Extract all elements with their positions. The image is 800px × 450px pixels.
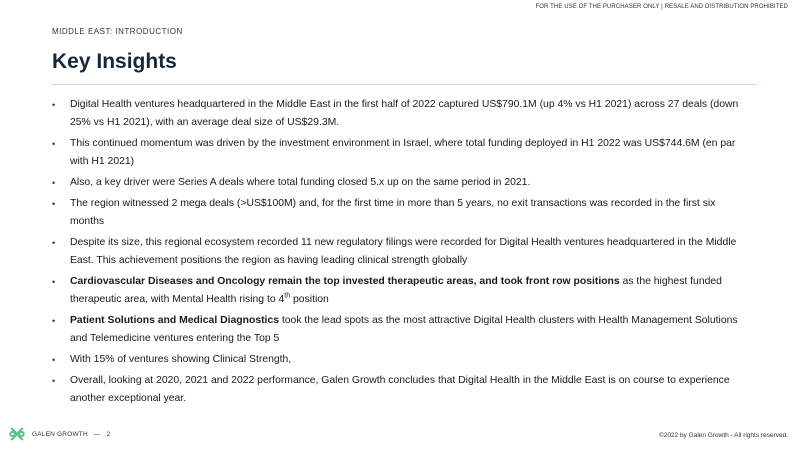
footer-separator: — [93,430,101,438]
superscript: th [284,292,291,300]
list-item [52,96,752,132]
list-item [52,273,752,309]
bullet-text: With 15% of ventures showing Clinical Strength, [70,354,292,365]
section-label: MIDDLE EAST: INTRODUCTION [52,27,183,36]
bullet-text: position [290,294,329,305]
insights-list [52,96,752,411]
list-item [52,135,752,171]
footer-brand-block [8,425,110,443]
page-number: 2 [106,430,111,438]
bullet-text: took the lead spots as the most attractive Digital Health clusters with Health Management Solutions and Telemedicine ventures entering the Top 5 [70,315,738,344]
list-item [52,372,752,408]
list-item [52,234,752,270]
list-item [52,195,752,231]
list-item [52,351,752,369]
list-item [52,174,752,192]
title-divider [52,84,757,85]
page-title: Key Insights [52,50,177,73]
copyright: ©2022 by Galen Growth - All rights reserved. [658,432,788,439]
bullet-text: Digital Health ventures headquartered in the Middle East in the first half of 2022 captured US$790.1M (up 4% vs H1 2021) across 27 deals (down 25% vs H1 2021), with an average deal size of US$29.3M. [70,99,739,128]
bullet-text: Despite its size, this regional ecosystem recorded 11 new regulatory filings were recorded for Digital Health ventures headquartered in the Middle East. This achievement positions the region as having leading clinical strength globally [70,237,737,266]
bullet-bold-text: Cardiovascular Diseases and Oncology remain the top invested therapeutic areas, and took front row positions [70,276,620,287]
bullet-text: Also, a key driver were Series A deals where total funding closed 5.x up on the same period in 2021. [70,177,531,188]
bullet-text: This continued momentum was driven by the investment environment in Israel, where total funding deployed in H1 2022 was US$744.6M (en par with H1 2021) [70,138,736,167]
footer-brand-name: GALEN GROWTH [32,430,88,438]
bullet-text: The region witnessed 2 mega deals (>US$100M) and, for the first time in more than 5 years, no exit transactions was recorded in the first six months [70,198,716,227]
distribution-notice: FOR THE USE OF THE PURCHASER ONLY | RESALE AND DISTRIBUTION PROHIBITED [535,4,788,10]
bullet-text: Overall, looking at 2020, 2021 and 2022 performance, Galen Growth concludes that Digital Health in the Middle East is on course to experience another exceptional year. [70,375,730,404]
list-item [52,312,752,348]
bullet-text: as the highest funded therapeutic area, with Mental Health rising to 4 [70,276,722,305]
galen-growth-logo-icon [8,425,26,443]
bullet-bold-text: Patient Solutions and Medical Diagnostics [70,315,279,326]
